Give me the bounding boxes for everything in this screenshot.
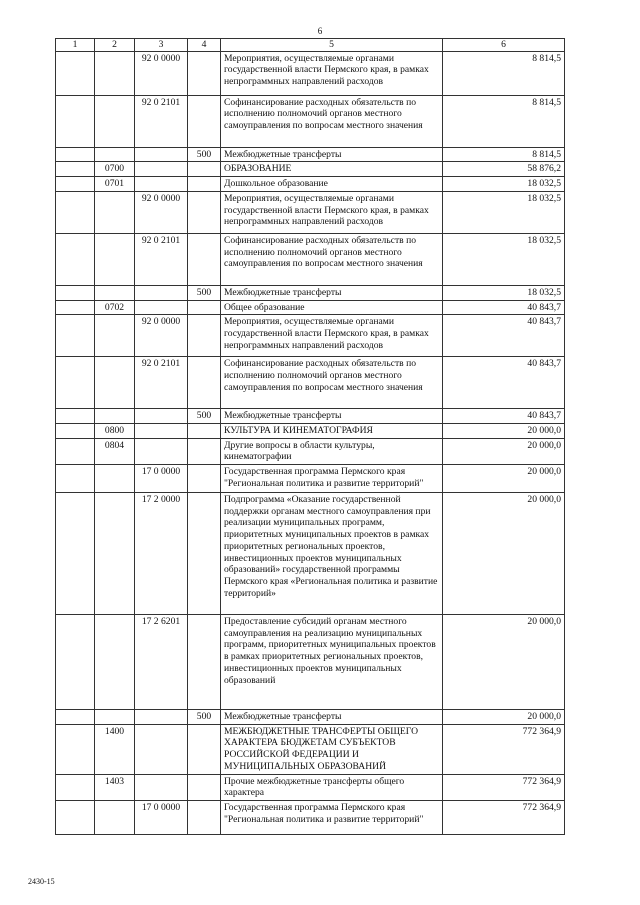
table-row (56, 315, 565, 357)
description-cell: Межбюджетные трансферты (221, 409, 443, 424)
target-article-cell: 17 0 0000 (135, 465, 188, 493)
amount-cell: 18 032,5 (443, 233, 565, 285)
description-cell: Мероприятия, осуществляемые органами государственной власти Пермского края, в рамках непрограммных направлений расходов (221, 51, 443, 95)
description-cell: Софинансирование расходных обязательств по исполнению полномочий органов местного самоуправления по вопросам местного значения (221, 233, 443, 285)
target-article-cell (135, 162, 188, 177)
section-cell (56, 95, 95, 147)
subsection-cell: 0800 (95, 423, 135, 438)
amount-cell: 40 843,7 (443, 300, 565, 315)
column-header: 3 (135, 39, 188, 52)
table-row (56, 191, 565, 233)
subsection-cell (95, 710, 135, 725)
column-header: 2 (95, 39, 135, 52)
amount-cell: 20 000,0 (443, 438, 565, 464)
budget-table (55, 38, 565, 835)
table-row (56, 162, 565, 177)
table-row (56, 465, 565, 493)
subsection-cell (95, 191, 135, 233)
target-article-cell (135, 423, 188, 438)
amount-cell: 20 000,0 (443, 465, 565, 493)
section-cell (56, 147, 95, 162)
section-cell (56, 233, 95, 285)
target-article-cell (135, 285, 188, 300)
target-article-cell: 92 0 2101 (135, 95, 188, 147)
description-cell: Софинансирование расходных обязательств по исполнению полномочий органов местного самоуправления по вопросам местного значения (221, 357, 443, 409)
expense-type-cell: 500 (188, 285, 221, 300)
subsection-cell: 1400 (95, 724, 135, 774)
description-cell: Мероприятия, осуществляемые органами государственной власти Пермского края, в рамках непрограммных направлений расходов (221, 191, 443, 233)
amount-cell: 20 000,0 (443, 710, 565, 725)
section-cell (56, 800, 95, 834)
amount-cell: 40 843,7 (443, 409, 565, 424)
section-cell (56, 191, 95, 233)
table-row (56, 615, 565, 710)
amount-cell: 18 032,5 (443, 191, 565, 233)
subsection-cell (95, 357, 135, 409)
section-cell (56, 615, 95, 710)
description-cell: Межбюджетные трансферты (221, 285, 443, 300)
target-article-cell: 17 2 0000 (135, 493, 188, 615)
table-row (56, 710, 565, 725)
description-cell: КУЛЬТУРА И КИНЕМАТОГРАФИЯ (221, 423, 443, 438)
section-cell (56, 285, 95, 300)
description-cell: Дошкольное образование (221, 177, 443, 192)
subsection-cell (95, 465, 135, 493)
page-number: 6 (317, 26, 323, 36)
expense-type-cell: 500 (188, 147, 221, 162)
table-row (56, 51, 565, 95)
expense-type-cell (188, 177, 221, 192)
table-row (56, 233, 565, 285)
description-cell: Подпрограмма «Оказание государственной поддержки органам местного самоуправления при реализации муниципальных программ, приоритетных муниципальных проектов в рамках приоритетных региональных проектов, инвестиционных проектов муниципальных образований» государственной программы Пермского края «Региональная политика и развитие территорий» (221, 493, 443, 615)
subsection-cell (95, 800, 135, 834)
amount-cell: 20 000,0 (443, 493, 565, 615)
amount-cell: 58 876,2 (443, 162, 565, 177)
amount-cell: 40 843,7 (443, 357, 565, 409)
subsection-cell (95, 285, 135, 300)
subsection-cell (95, 233, 135, 285)
expense-type-cell (188, 724, 221, 774)
amount-cell: 40 843,7 (443, 315, 565, 357)
target-article-cell (135, 300, 188, 315)
target-article-cell (135, 177, 188, 192)
table-row (56, 774, 565, 800)
amount-cell: 8 814,5 (443, 95, 565, 147)
description-cell: Межбюджетные трансферты (221, 710, 443, 725)
target-article-cell (135, 147, 188, 162)
expense-type-cell (188, 800, 221, 834)
target-article-cell: 92 0 0000 (135, 191, 188, 233)
column-header: 4 (188, 39, 221, 52)
section-cell (56, 177, 95, 192)
expense-type-cell (188, 300, 221, 315)
amount-cell: 20 000,0 (443, 423, 565, 438)
amount-cell: 772 364,9 (443, 724, 565, 774)
table-row (56, 438, 565, 464)
expense-type-cell (188, 315, 221, 357)
expense-type-cell (188, 191, 221, 233)
footer-code: 2430-15 (28, 877, 55, 886)
target-article-cell: 92 0 0000 (135, 51, 188, 95)
target-article-cell (135, 438, 188, 464)
target-article-cell: 17 2 6201 (135, 615, 188, 710)
table-row (56, 177, 565, 192)
subsection-cell (95, 315, 135, 357)
section-cell (56, 162, 95, 177)
section-cell (56, 51, 95, 95)
target-article-cell: 17 0 0000 (135, 800, 188, 834)
table-row (56, 409, 565, 424)
expense-type-cell (188, 51, 221, 95)
section-cell (56, 300, 95, 315)
table-header-row (56, 39, 565, 52)
expense-type-cell (188, 774, 221, 800)
subsection-cell: 1403 (95, 774, 135, 800)
expense-type-cell (188, 95, 221, 147)
amount-cell: 20 000,0 (443, 615, 565, 710)
section-cell (56, 315, 95, 357)
description-cell: Межбюджетные трансферты (221, 147, 443, 162)
expense-type-cell (188, 438, 221, 464)
amount-cell: 18 032,5 (443, 285, 565, 300)
expense-type-cell (188, 233, 221, 285)
amount-cell: 8 814,5 (443, 147, 565, 162)
expense-type-cell (188, 162, 221, 177)
column-header: 1 (56, 39, 95, 52)
subsection-cell (95, 51, 135, 95)
subsection-cell: 0701 (95, 177, 135, 192)
description-cell: Мероприятия, осуществляемые органами государственной власти Пермского края, в рамках непрограммных направлений расходов (221, 315, 443, 357)
target-article-cell: 92 0 0000 (135, 315, 188, 357)
subsection-cell (95, 409, 135, 424)
target-article-cell (135, 774, 188, 800)
section-cell (56, 724, 95, 774)
description-cell: Государственная программа Пермского края "Региональная политика и развитие территорий" (221, 800, 443, 834)
table-row (56, 300, 565, 315)
description-cell: Софинансирование расходных обязательств по исполнению полномочий органов местного самоуправления по вопросам местного значения (221, 95, 443, 147)
expense-type-cell (188, 357, 221, 409)
subsection-cell: 0700 (95, 162, 135, 177)
table-row (56, 724, 565, 774)
table-row (56, 95, 565, 147)
subsection-cell (95, 147, 135, 162)
subsection-cell (95, 493, 135, 615)
target-article-cell (135, 724, 188, 774)
expense-type-cell (188, 493, 221, 615)
section-cell (56, 409, 95, 424)
table-row (56, 493, 565, 615)
description-cell: Другие вопросы в области культуры, кинематографии (221, 438, 443, 464)
expense-type-cell: 500 (188, 710, 221, 725)
target-article-cell: 92 0 2101 (135, 357, 188, 409)
section-cell (56, 774, 95, 800)
expense-type-cell (188, 465, 221, 493)
section-cell (56, 710, 95, 725)
table-row (56, 285, 565, 300)
description-cell: Общее образование (221, 300, 443, 315)
amount-cell: 772 364,9 (443, 774, 565, 800)
description-cell: ОБРАЗОВАНИЕ (221, 162, 443, 177)
table-row (56, 357, 565, 409)
expense-type-cell (188, 615, 221, 710)
table-row (56, 800, 565, 834)
column-header: 6 (443, 39, 565, 52)
description-cell: Государственная программа Пермского края "Региональная политика и развитие территорий" (221, 465, 443, 493)
subsection-cell (95, 95, 135, 147)
amount-cell: 18 032,5 (443, 177, 565, 192)
description-cell: Предоставление субсидий органам местного самоуправления на реализацию муниципальных программ, приоритетных муниципальных проектов в рамках приоритетных региональных проектов, инвестиционных проектов муниципальных образований (221, 615, 443, 710)
target-article-cell (135, 710, 188, 725)
subsection-cell (95, 615, 135, 710)
section-cell (56, 465, 95, 493)
section-cell (56, 438, 95, 464)
description-cell: Прочие межбюджетные трансферты общего характера (221, 774, 443, 800)
amount-cell: 772 364,9 (443, 800, 565, 834)
section-cell (56, 423, 95, 438)
subsection-cell: 0804 (95, 438, 135, 464)
description-cell: МЕЖБЮДЖЕТНЫЕ ТРАНСФЕРТЫ ОБЩЕГО ХАРАКТЕРА БЮДЖЕТАМ СУБЪЕКТОВ РОССИЙСКОЙ ФЕДЕРАЦИИ И МУНИЦИПАЛЬНЫХ ОБРАЗОВАНИЙ (221, 724, 443, 774)
section-cell (56, 357, 95, 409)
expense-type-cell (188, 423, 221, 438)
table-row (56, 147, 565, 162)
target-article-cell (135, 409, 188, 424)
subsection-cell: 0702 (95, 300, 135, 315)
section-cell (56, 493, 95, 615)
target-article-cell: 92 0 2101 (135, 233, 188, 285)
amount-cell: 8 814,5 (443, 51, 565, 95)
table-row (56, 423, 565, 438)
column-header: 5 (221, 39, 443, 52)
expense-type-cell: 500 (188, 409, 221, 424)
